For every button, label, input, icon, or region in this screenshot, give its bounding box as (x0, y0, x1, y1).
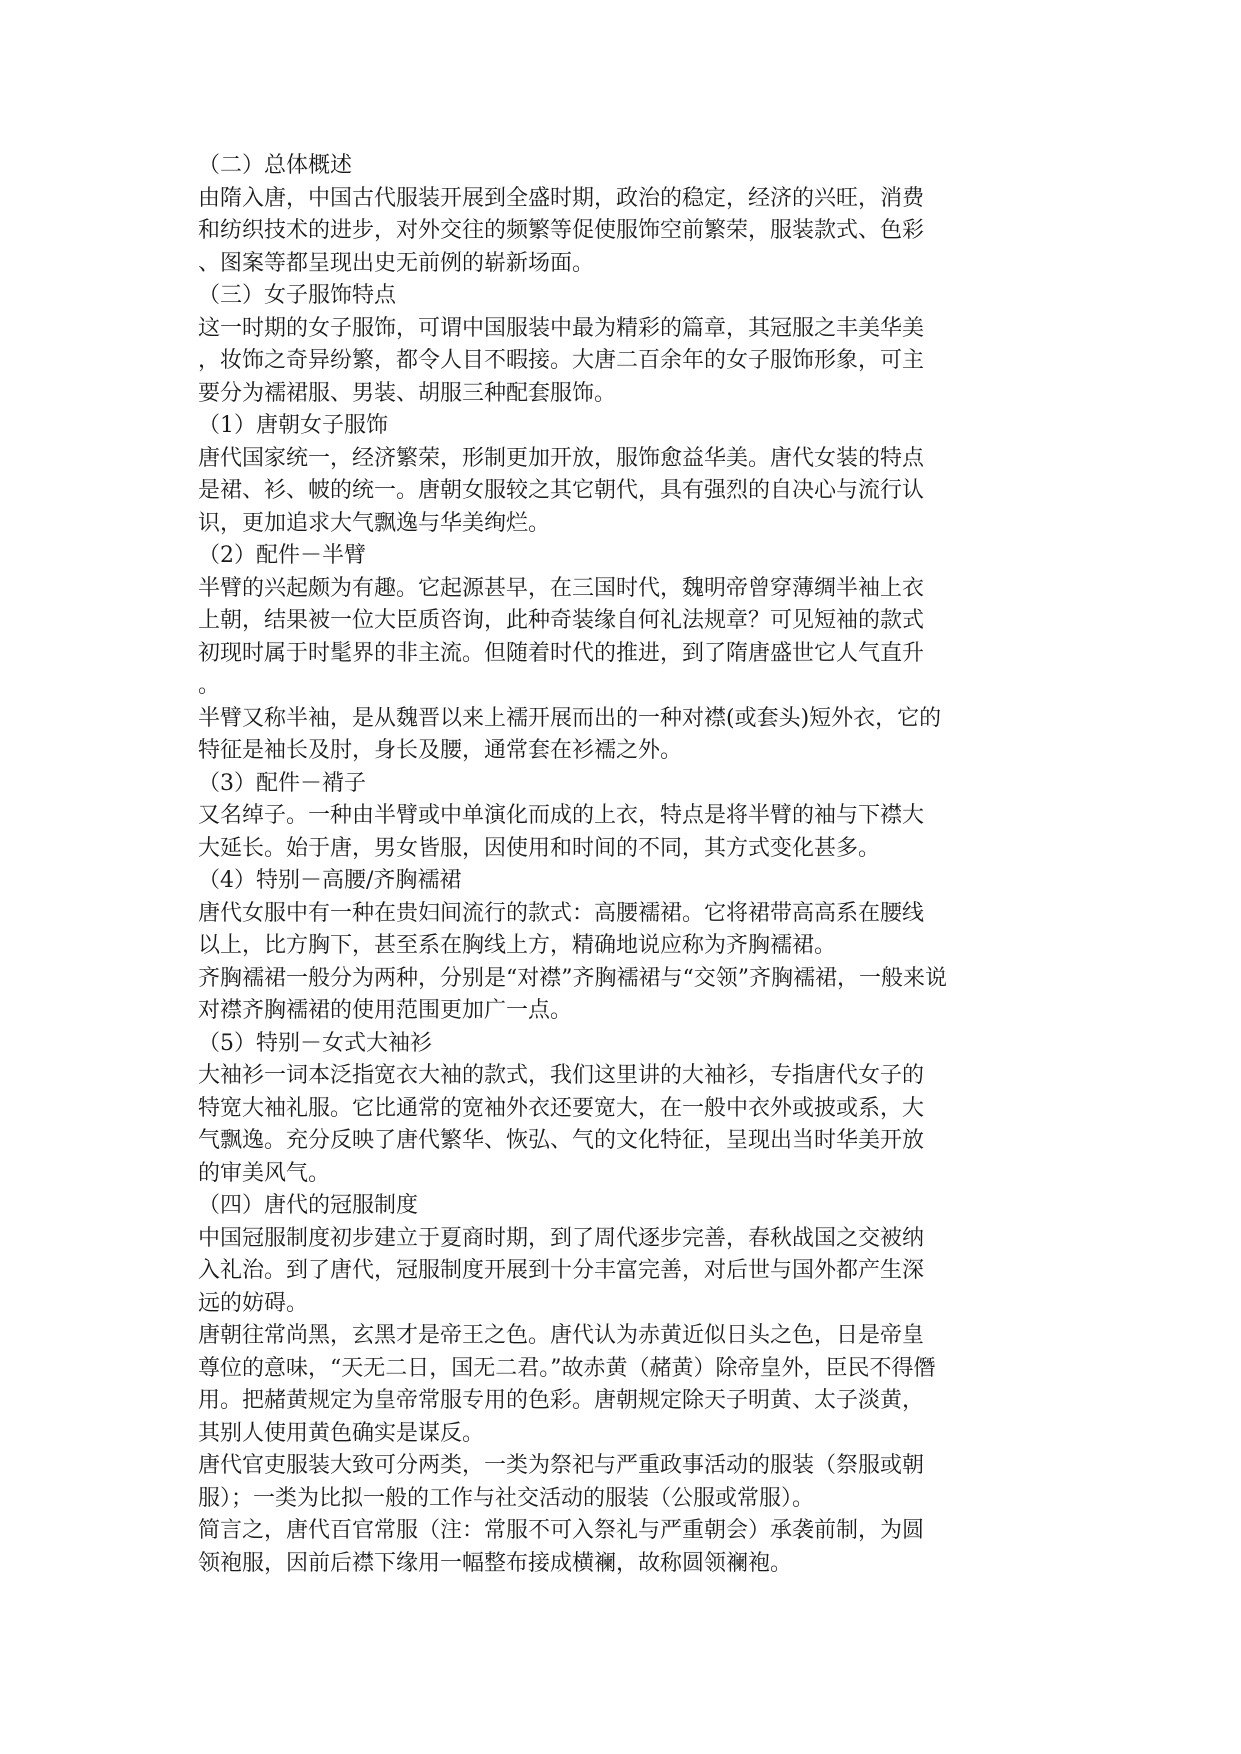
paragraph-line: 、图案等都呈现出史无前例的崭新场面。 (198, 250, 595, 276)
paragraph-line: 中国冠服制度初步建立于夏商时期，到了周代逐步完善，春秋战国之交被纳 (198, 1225, 925, 1251)
subheading-banbi: （2）配件－半臂 (198, 543, 366, 568)
paragraph-line: 唐代官吏服装大致可分两类，一类为祭祀与严重政事活动的服装（祭服或朝 (198, 1453, 925, 1478)
paragraph-line: 半臂又称半袖，是从魏晋以来上襦开展而出的一种对襟(或套头)短外衣，它的 (198, 705, 942, 731)
paragraph-line: 特宽大袖礼服。它比通常的宽袖外衣还要宽大，在一般中衣外或披或系，大 (198, 1095, 925, 1121)
paragraph-line: 远的妨碍。 (198, 1290, 309, 1316)
paragraph-line: 要分为襦裙服、男装、胡服三种配套服饰。 (198, 380, 617, 406)
paragraph-line: 和纺织技术的进步，对外交往的频繁等促使服饰空前繁荣，服装款式、色彩 (198, 218, 925, 243)
paragraph-line: 的审美风气。 (198, 1160, 331, 1186)
paragraph-line: 上朝，结果被一位大臣质咨询，此种奇装缘自何礼法规章？可见短袖的款式 (198, 608, 925, 633)
document-page (198, 150, 1058, 1580)
paragraph-line: 初现时属于时髦界的非主流。但随着时代的推进，到了隋唐盛世它人气直升 (198, 640, 925, 666)
paragraph-line: 。 (198, 673, 221, 698)
paragraph-line: 唐代国家统一，经济繁荣，形制更加开放，服饰愈益华美。唐代女装的特点 (198, 445, 925, 471)
paragraph-line: 又名绰子。一种由半臂或中单演化而成的上衣，特点是将半臂的袖与下襟大 (198, 803, 925, 828)
subheading-beizi: （3）配件－褙子 (198, 770, 366, 796)
paragraph-line: 识，更加追求大气飘逸与华美绚烂。 (198, 510, 551, 536)
paragraph-line: 简言之，唐代百官常服（注：常服不可入祭礼与严重朝会）承袭前制，为圆 (198, 1518, 925, 1543)
paragraph-line: 尊位的意味，“天无二日，国无二君。”故赤黄（赭黄）除帝皇外，臣民不得僭 (198, 1355, 936, 1381)
paragraph-line: 入礼治。到了唐代，冠服制度开展到十分丰富完善，对后世与国外都产生深 (198, 1258, 925, 1283)
paragraph-line: 对襟齐胸襦裙的使用范围更加广一点。 (198, 998, 573, 1023)
paragraph-line: 以上，比方胸下，甚至系在胸线上方，精确地说应称为齐胸襦裙。 (198, 933, 837, 958)
paragraph-line: 唐朝往常尚黑，玄黑才是帝王之色。唐代认为赤黄近似日头之色，日是帝皇 (198, 1323, 925, 1348)
section-heading-women-features: （三）女子服饰特点 (198, 283, 397, 308)
paragraph-line: 大袖衫一词本泛指宽衣大袖的款式，我们这里讲的大袖衫，专指唐代女子的 (198, 1063, 925, 1088)
paragraph-line: 这一时期的女子服饰，可谓中国服装中最为精彩的篇章，其冠服之丰美华美 (198, 315, 925, 341)
subheading-high-waist-ruqun: （4）特别－高腰/齐胸襦裙 (198, 868, 462, 893)
paragraph-line: 特征是袖长及肘，身长及腰，通常套在衫襦之外。 (198, 738, 683, 763)
paragraph-line: 领袍服，因前后襟下缘用一幅整布接成横襕，故称圆领襕袍。 (198, 1550, 793, 1576)
paragraph-line: 服）；一类为比拟一般的工作与社交活动的服装（公服或常服）。 (198, 1485, 815, 1511)
paragraph-line: 唐代女服中有一种在贵妇间流行的款式：高腰襦裙。它将裙带高高系在腰线 (198, 900, 925, 926)
paragraph-line: 是裙、衫、帔的统一。唐朝女服较之其它朝代，具有强烈的自决心与流行认 (198, 478, 925, 503)
paragraph-line: ，妆饰之奇异纷繁，都令人目不暇接。大唐二百余年的女子服饰形象，可主 (198, 348, 925, 373)
paragraph-line: 气飘逸。充分反映了唐代繁华、恢弘、气的文化特征，呈现出当时华美开放 (198, 1128, 925, 1153)
paragraph-line: 半臂的兴起颇为有趣。它起源甚早，在三国时代，魏明帝曾穿薄绸半袖上衣 (198, 575, 925, 601)
paragraph-line: 大延长。始于唐，男女皆服，因使用和时间的不同，其方式变化甚多。 (198, 835, 881, 861)
paragraph-line: 用。把赭黄规定为皇帝常服专用的色彩。唐朝规定除天子明黄、太子淡黄， (198, 1388, 925, 1413)
section-heading-crown-system: （四）唐代的冠服制度 (198, 1193, 419, 1218)
paragraph-line: 其别人使用黄色确实是谋反。 (198, 1420, 485, 1446)
section-heading-overview: （二）总体概述 (198, 153, 353, 178)
paragraph-line: 由隋入唐，中国古代服装开展到全盛时期，政治的稳定，经济的兴旺，消费 (198, 185, 925, 211)
subheading-tang-women-clothing: （1）唐朝女子服饰 (198, 413, 388, 438)
paragraph-line: 齐胸襦裙一般分为两种，分别是“对襟”齐胸襦裙与“交领”齐胸襦裙，一般来说 (198, 965, 947, 991)
subheading-daxiushan: （5）特别－女式大袖衫 (198, 1030, 432, 1056)
